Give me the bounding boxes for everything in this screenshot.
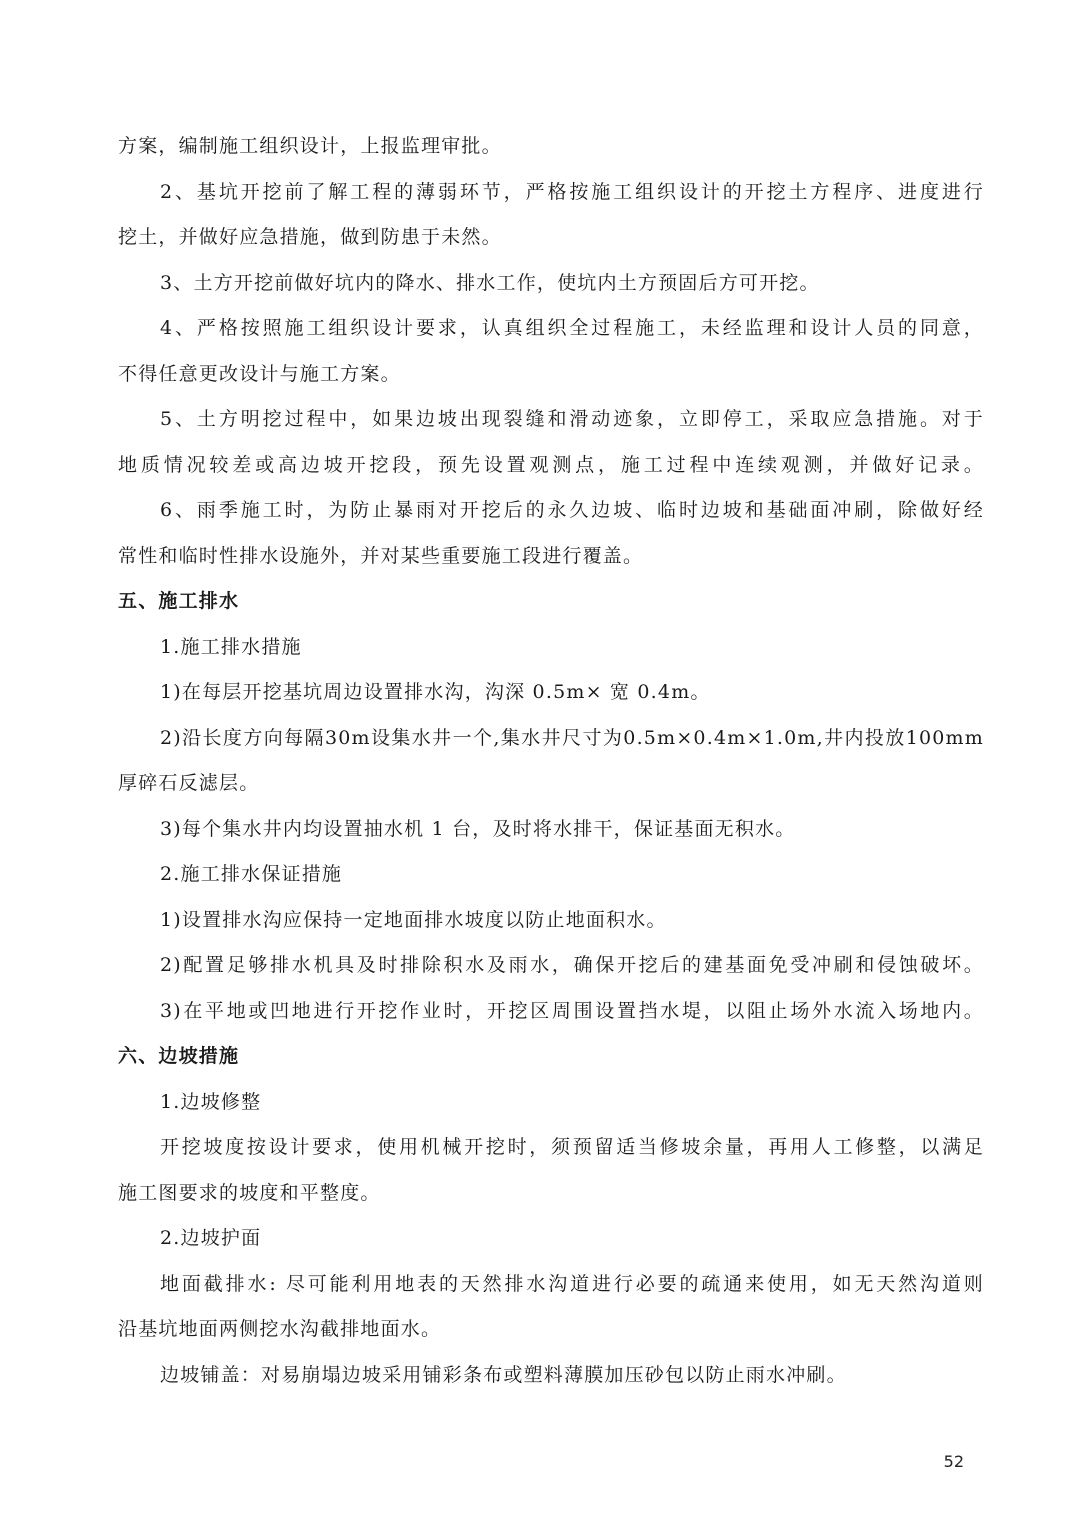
text-line: 不得任意更改设计与施工方案。: [118, 362, 401, 385]
text-line: 沿基坑地面两侧挖水沟截排地面水。: [118, 1318, 442, 1340]
text-line: 1.边坡修整: [160, 1090, 262, 1113]
text-line: 1.施工排水措施: [160, 635, 302, 658]
text-line: 2)沿长度方向每隔30m设集水井一个,集水井尺寸为0.5m×0.4m×1.0m,井内投放100mm: [160, 726, 984, 749]
text-line: 2.边坡护面: [160, 1227, 262, 1249]
document-body: [118, 124, 984, 1398]
text-line: 1)设置排水沟应保持一定地面排水坡度以防止地面积水。: [160, 908, 667, 931]
text-line: 5、土方明挖过程中，如果边坡出现裂缝和滑动迹象，立即停工，采取应急措施。对于: [160, 408, 984, 430]
text-line: 1)在每层开挖基坑周边设置排水沟，沟深 0.5m× 宽 0.4m。: [160, 681, 711, 703]
text-line: 开挖坡度按设计要求，使用机械开挖时，须预留适当修坡余量，再用人工修整，以满足: [160, 1136, 984, 1158]
text-line: 方案，编制施工组织设计，上报监理审批。: [118, 135, 502, 157]
section-heading: 六、边坡措施: [118, 1045, 240, 1067]
section-heading: 五、施工排水: [118, 590, 240, 612]
text-line: 施工图要求的坡度和平整度。: [118, 1181, 381, 1204]
text-line: 常性和临时性排水设施外，并对某些重要施工段进行覆盖。: [118, 544, 644, 567]
text-line: 挖土，并做好应急措施，做到防患于未然。: [118, 226, 502, 248]
text-line: 4、严格按照施工组织设计要求，认真组织全过程施工，未经监理和设计人员的同意，: [160, 317, 984, 339]
text-line: 6、雨季施工时，为防止暴雨对开挖后的永久边坡、临时边坡和基础面冲刷，除做好经: [160, 499, 984, 521]
text-line: 厚碎石反滤层。: [118, 772, 260, 794]
page-number: 52: [943, 1452, 964, 1471]
text-line: 2.施工排水保证措施: [160, 863, 343, 885]
text-line: 3)在平地或凹地进行开挖作业时，开挖区周围设置挡水堤，以阻止场外水流入场地内。: [160, 999, 984, 1022]
text-line: 3)每个集水井内均设置抽水机 1 台，及时将水排干，保证基面无积水。: [160, 817, 796, 840]
text-line: 地质情况较差或高边坡开挖段，预先设置观测点，施工过程中连续观测，并做好记录。: [118, 453, 984, 476]
text-line: 3、土方开挖前做好坑内的降水、排水工作，使坑内土方预固后方可开挖。: [160, 271, 820, 294]
text-line: 2)配置足够排水机具及时排除积水及雨水，确保开挖后的建基面免受冲刷和侵蚀破坏。: [160, 954, 984, 976]
text-line: 地面截排水: 尽可能利用地表的天然排水沟道进行必要的疏通来使用，如无天然沟道则: [160, 1272, 984, 1295]
text-line: 2、基坑开挖前了解工程的薄弱环节，严格按施工组织设计的开挖土方程序、进度进行: [160, 180, 984, 203]
text-line: 边坡铺盖：对易崩塌边坡采用铺彩条布或塑料薄膜加压砂包以防止雨水冲刷。: [160, 1363, 847, 1386]
